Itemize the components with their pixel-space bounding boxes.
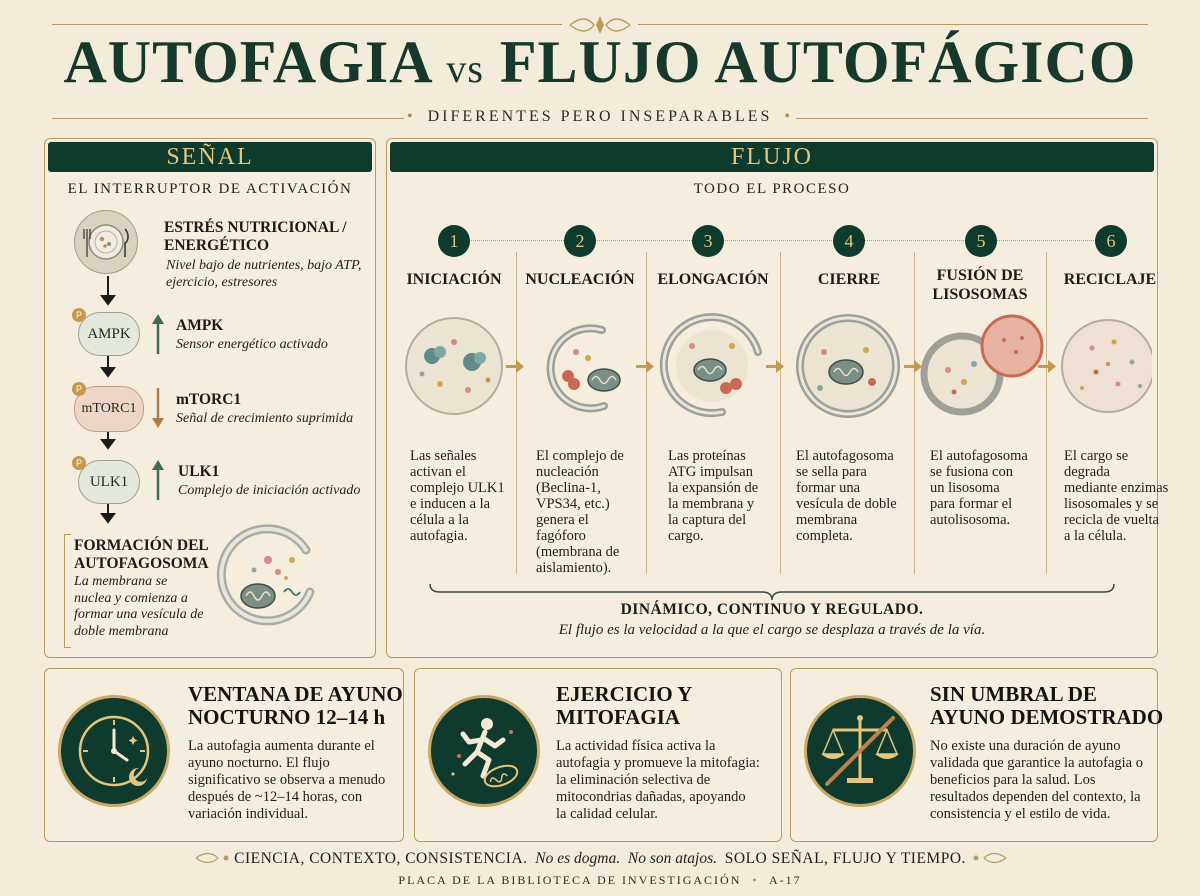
step-2-title: NUCLEACIÓN: [525, 271, 635, 288]
closed-autophagosome-icon: [800, 318, 896, 414]
formation-bracket: [64, 534, 71, 648]
flux-banner-label: FLUJO: [730, 144, 813, 170]
step-5-number: 5: [965, 225, 997, 257]
phospho-badge-ampk: P: [72, 308, 86, 322]
step-6-title: RECICLAJE: [1063, 271, 1157, 288]
step-4-number: 4: [833, 225, 865, 257]
step-4-title: CIERRE: [817, 271, 881, 288]
plate-icon: [74, 210, 138, 274]
phospho-badge-mtorc1: P: [72, 382, 86, 396]
recycling-cell-icon: [1062, 320, 1152, 412]
flux-summary: DINÁMICO, CONTINUO Y REGULADO.: [620, 601, 924, 618]
header-rule-left: [52, 24, 562, 25]
step-3-title: ELONGACIÓN: [657, 271, 769, 288]
step-1-description: Las señales activan el complejo ULK1 e inducen a la célula a la autofagia.: [410, 448, 505, 544]
footer-ornament-right-icon: [968, 851, 1008, 865]
step-6-description: El cargo se degrada mediante enzimas lisosomales y se recicla de vuelta a la célula.: [1064, 448, 1169, 544]
mtorc1-title: mTORC1: [176, 391, 242, 408]
ampk-node: AMPK: [78, 312, 140, 356]
page-title: [0, 28, 1200, 97]
nucleation-phagophore-icon: [551, 328, 620, 408]
signal-banner-label: SEÑAL: [166, 144, 254, 170]
crossed-scale-icon: [804, 695, 916, 807]
mtorc1-node: mTORC1: [74, 386, 144, 432]
footer-motto: CIENCIA, CONTEXTO, CONSISTENCIA. No es dogma. No son atajos. SOLO SEÑAL, FLUJO Y TIEMPO.: [234, 850, 966, 867]
step-5-description: El autofagosoma se fusiona con un lisosoma para formar el autolisosoma.: [930, 448, 1028, 528]
footer-ornament-left-icon: [194, 851, 234, 865]
card-1-body: La autofagia aumenta durante el ayuno nocturno. El flujo significativo se observa a menudo después de ~12–14 horas, con variación individual.: [188, 738, 386, 822]
step-illustrations: [392, 312, 1152, 424]
step-2-description: El complejo de nucleación (Beclina-1, VPS34, etc.) genera el fagóforo (membrana de aislamiento).: [536, 448, 624, 576]
ulk1-title: ULK1: [178, 463, 220, 480]
clock-moon-icon: [58, 695, 170, 807]
ulk1-description: Complejo de iniciación activado: [178, 483, 361, 498]
title-right: FLUJO AUTOFÁGICO: [499, 29, 1137, 95]
step-4-description: El autofagosoma se sella para formar una vesícula de doble membrana completa.: [796, 448, 897, 544]
step-2-number: 2: [564, 225, 596, 257]
elongation-phagophore-icon: [664, 317, 758, 413]
step-timeline: [454, 240, 1112, 241]
card-1-title: VENTANA DE AYUNO NOCTURNO 12–14 h: [188, 682, 403, 729]
flux-summary-sub: El flujo es la velocidad a la que el cargo se desplaza a través de la vía.: [558, 622, 986, 638]
title-left: AUTOFAGIA: [63, 29, 431, 95]
formation-description: La membrana se nuclea y comienza a formar una vesícula de doble membrana: [74, 574, 204, 639]
formation-title: FORMACIÓN DEL AUTOFAGOSOMA: [74, 537, 209, 572]
initiation-cell-icon: [406, 318, 502, 414]
signal-banner: [48, 142, 372, 172]
arrow-down-icon-mtorc1: [150, 386, 166, 430]
ampk-description: Sensor energético activado: [176, 337, 328, 352]
subtitle-text: DIFERENTES PERO INSEPARABLES: [427, 108, 773, 125]
stress-description: Nivel bajo de nutrientes, bajo ATP, ejercicio, estresores: [166, 258, 362, 290]
card-3-title: SIN UMBRAL DE AYUNO DEMOSTRADO: [930, 682, 1164, 729]
flux-subtitle: TODO EL PROCESO: [693, 181, 851, 197]
ampk-title: AMPK: [176, 317, 224, 334]
arrow-up-icon-ulk1: [150, 458, 166, 502]
header-rule-right: [638, 24, 1148, 25]
step-1-title: INICIACIÓN: [406, 271, 502, 288]
step-6-number: 6: [1095, 225, 1127, 257]
summary-bracket: [428, 582, 1116, 602]
signal-subtitle: EL INTERRUPTOR DE ACTIVACIÓN: [67, 181, 353, 197]
lysosome-fusion-icon: [924, 316, 1042, 412]
step-1-number: 1: [438, 225, 470, 257]
ulk1-node: ULK1: [78, 460, 140, 504]
stress-title: ESTRÉS NUTRICIONAL / ENERGÉTICO: [164, 219, 347, 254]
card-3-body: No existe una duración de ayuno validada que garantice la autofagia o beneficios para la salud. Los resultados dependen del contexto, la consistencia y el estilo de vida.: [930, 738, 1143, 822]
autophagosome-icon: [214, 522, 326, 634]
arrow-up-icon-ampk: [150, 312, 166, 356]
title-vs: vs: [446, 46, 484, 91]
step-3-description: Las proteínas ATG impulsan la expansión de la membrana y la captura del cargo.: [668, 448, 759, 544]
step-5-title: FUSIÓN DE LISOSOMAS: [932, 267, 1028, 303]
card-2-title: EJERCICIO Y MITOFAGIA: [556, 682, 693, 729]
step-3-number: 3: [692, 225, 724, 257]
flux-banner: [390, 142, 1154, 172]
runner-mitochondria-icon: [428, 695, 540, 807]
mtorc1-description: Señal de crecimiento suprimida: [176, 411, 354, 426]
footer-plaque: PLACA DE LA BIBLIOTECA DE INVESTIGACIÓN • A-17: [398, 873, 802, 887]
phospho-badge-ulk1: P: [72, 456, 86, 470]
card-2-body: La actividad física activa la autofagia y promueve la mitofagia: la eliminación selectiva de mitocondrias dañadas, apoyando la calidad celular.: [556, 738, 760, 822]
page-subtitle: • DIFERENTES PERO INSEPARABLES •: [407, 108, 793, 125]
